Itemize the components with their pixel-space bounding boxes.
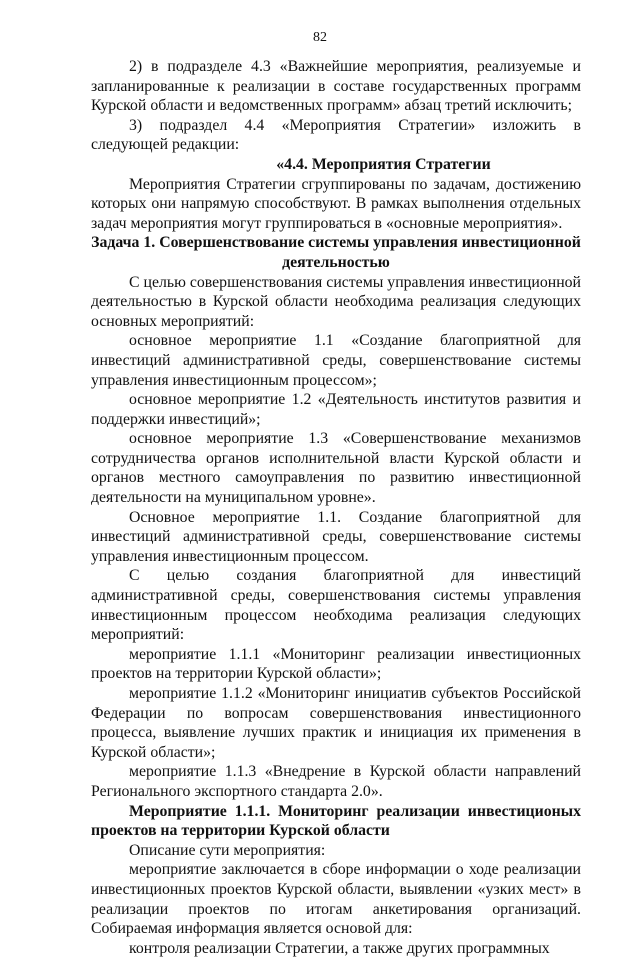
list-item-main-measure-1-1: основное мероприятие 1.1 «Создание благоприятной для инвестиций административной среды, совершенствование системы управления инвестиционным процессом»; <box>91 332 581 389</box>
paragraph-main-measure-1-1: Основное мероприятие 1.1. Создание благоприятной для инвестиций административной среды, совершенствование системы управления инвестиционным процессом. <box>91 508 581 565</box>
paragraph-task-goal: С целью совершенствования системы управления инвестиционной деятельностью в Курской области необходима реализация следующих основных мероприятий: <box>91 273 581 330</box>
list-item-measure-1-1-1: мероприятие 1.1.1 «Мониторинг реализации инвестиционных проектов на территории Курской области»; <box>91 645 581 683</box>
page-number: 82 <box>313 30 327 45</box>
paragraph-description: мероприятие заключается в сборе информации о ходе реализации инвестиционных проектов Курской области, выявлении «узких мест» в реализации проектов по итогам анкетирования организаций. Собираемая информация является основой для: <box>91 861 581 938</box>
paragraph-amendment-3: 3) подраздел 4.4 «Мероприятия Стратегии» изложить в следующей редакции: <box>91 116 581 154</box>
list-item-measure-1-1-3: мероприятие 1.1.3 «Внедрение в Курской области направлений Регионального экспортного стандарта 2.0». <box>91 763 581 800</box>
paragraph-measures-goal: С целью создания благоприятной для инвестиций административной среды, совершенствования системы управления инвестиционным процессом необходима реализация следующих мероприятий: <box>91 567 581 644</box>
paragraph-description-label: Описание сути мероприятия: <box>129 841 326 859</box>
list-item-main-measure-1-3: основное мероприятие 1.3 «Совершенствование механизмов сотрудничества органов исполнительной власти Курской области и органов местного самоуправления по развитию инвестиционной деятельности на муниципальном уровне». <box>91 430 581 507</box>
task-heading: Задача 1. Совершенствование системы управления инвестиционной деятельностью <box>91 234 581 271</box>
paragraph-amendment-2: 2) в подразделе 4.3 «Важнейшие мероприятия, реализуемые и запланированные к реализации в составе государственных программ Курской области и ведомственных программ» абзац третий исключить; <box>91 58 581 115</box>
paragraph-control: контроля реализации Стратегии, а также других программных <box>129 939 550 957</box>
paragraph-intro: Мероприятия Стратегии сгруппированы по задачам, достижению которых они напрямую способствуют. В рамках выполнения отдельных задач мероприятия могут группироваться в «основные мероприятия». <box>91 175 581 232</box>
list-item-measure-1-1-2: мероприятие 1.1.2 «Мониторинг инициатив субъектов Российской Федерации по вопросам совершенствования инвестиционного процесса, выявление лучших практик и инициация их применения в Курской области»; <box>91 685 581 761</box>
list-item-main-measure-1-2: основное мероприятие 1.2 «Деятельность институтов развития и поддержки инвестиций»; <box>91 391 581 428</box>
document-body <box>91 57 581 958</box>
measure-heading-1-1-1: Мероприятие 1.1.1. Мониторинг реализации инвестиционых проектов на территории Курской области <box>91 802 581 840</box>
section-heading: «4.4. Мероприятия Стратегии <box>276 155 491 173</box>
